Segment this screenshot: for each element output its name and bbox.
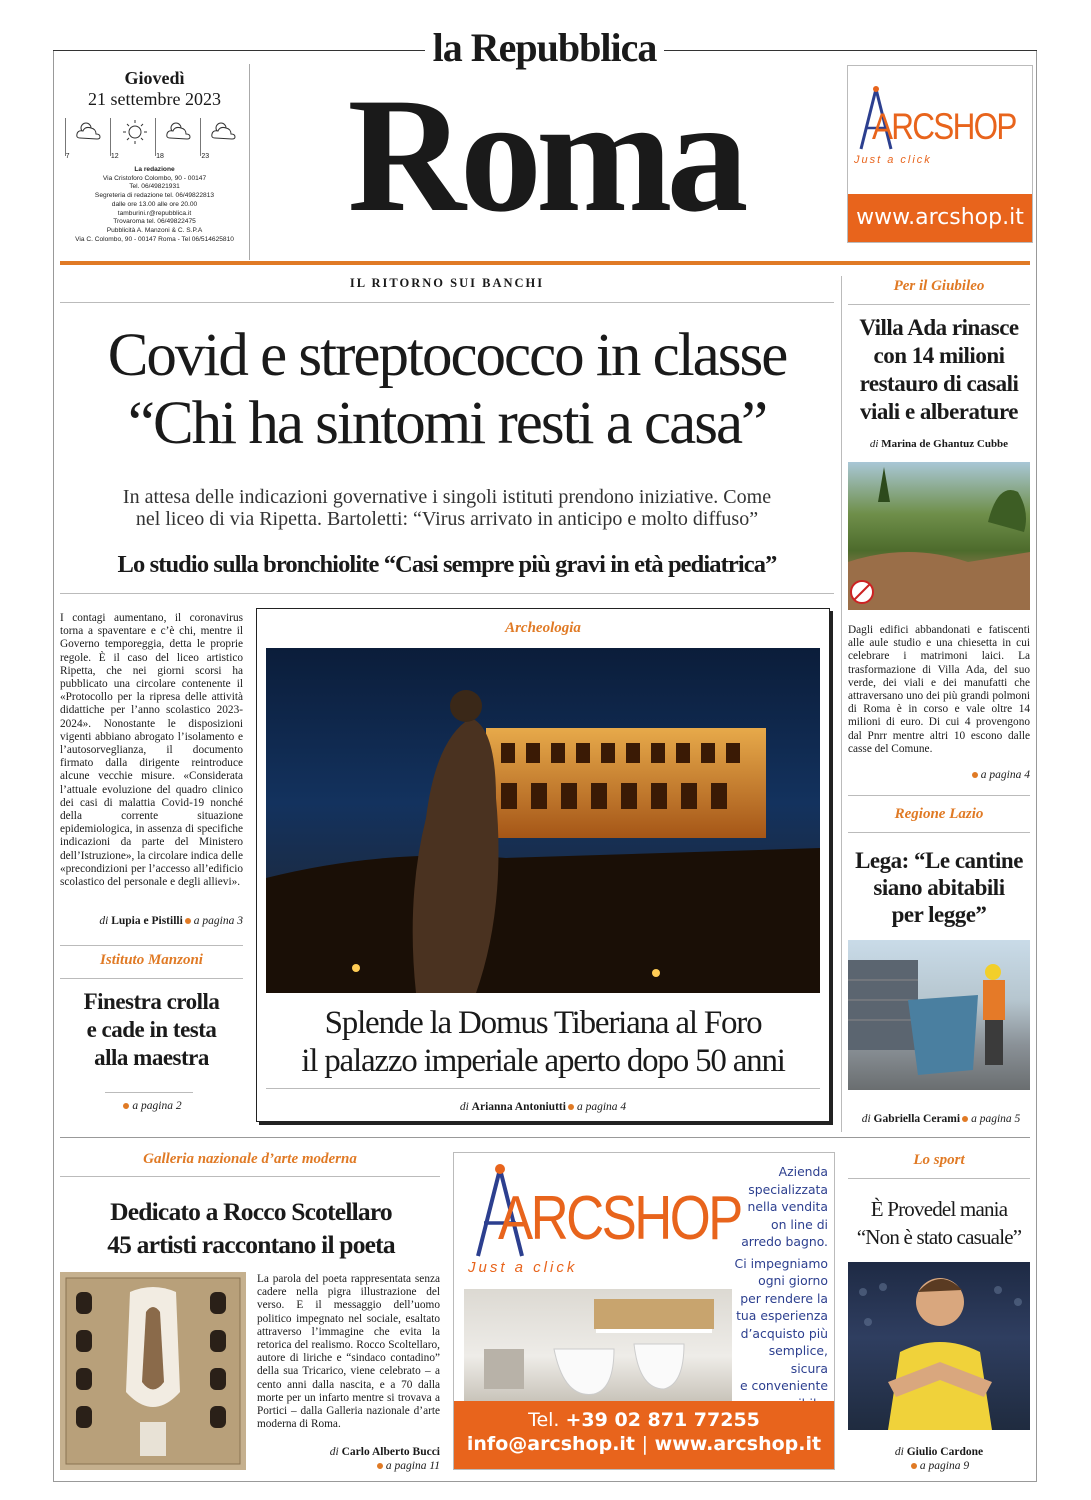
provedel-photo (848, 1262, 1030, 1430)
cloud-sun-icon (162, 118, 198, 146)
lazio-kicker-rule (848, 832, 1030, 833)
sport-headline: È Provedel mania “Non è stato casuale” (856, 1197, 1022, 1249)
masthead-rule-left (53, 50, 425, 51)
lead-byline: di Lupia e Pistilli a pagina 3 (99, 915, 243, 927)
arcshop-logo (454, 1153, 741, 1283)
bullet-dot (962, 1116, 968, 1122)
bullet-dot (185, 918, 191, 924)
ad-phone[interactable]: +39 02 871 77255 (565, 1409, 760, 1431)
brand-logo: la Repubblica (432, 25, 657, 70)
lead-subhead: In attesa delle indicazioni governative i singoli istituti prendono iniziative. Come nel liceo di via Ripetta. Bartoletti: “Virus arrivato in anticipo e molto diffuso” (122, 486, 772, 530)
cloud-sun-storm-icon (72, 118, 108, 146)
weather-temp: 23 (201, 153, 210, 160)
manzoni-kicker: Istituto Manzoni (100, 952, 203, 968)
galleria-kicker-rule (60, 1176, 440, 1177)
ad-description: Azienda specializzata nella vendita on line di arredo bagno. Ci impegniamo ogni giorno per rendere la tua esperienza d’acquisto più semplice, sicura e conveniente (734, 1164, 828, 1393)
lazio-byline: di Gabriella Cerami a pagina 5 (861, 1113, 1021, 1125)
masthead-rule-right (664, 50, 1037, 51)
arcshop-brand: ARCSHOP (872, 106, 1016, 147)
lazio-top-rule (848, 795, 1030, 796)
ad-email[interactable]: info@arcshop.it (466, 1433, 636, 1455)
arcshop-logo (848, 66, 1032, 194)
manzoni-bottom-rule (105, 1092, 193, 1093)
bullet-dot (568, 1104, 574, 1110)
edition-title: Roma (347, 65, 743, 246)
lead-kicker-rule (60, 302, 834, 303)
arcshop-url[interactable]: www.arcshop.it (848, 194, 1032, 242)
weather-temp: 12 (110, 153, 119, 160)
photo-illustration (60, 1272, 246, 1470)
galleria-headline: Dedicato a Rocco Scotellaro 45 artisti raccontano il poeta (107, 1197, 395, 1259)
weather-temp: 18 (156, 153, 164, 160)
giubileo-byline: di Marina de Ghantuz Cubbe (869, 438, 1009, 450)
right-column-rule (841, 276, 842, 1132)
lazio-kicker: Regione Lazio (894, 806, 984, 822)
villa-ada-photo (848, 462, 1030, 610)
bullet-dot (123, 1103, 129, 1109)
archeologia-byline: di Arianna Antoniutti a pagina 4 (459, 1101, 627, 1113)
ad-url[interactable]: www.arcshop.it (654, 1433, 822, 1455)
weather-slot (200, 118, 244, 160)
masthead-accent-rule (60, 261, 1030, 265)
sport-kicker-rule (848, 1178, 1030, 1179)
arcshop-tagline: Just a click (468, 1259, 578, 1276)
date-full: 21 settembre 2023 (88, 89, 221, 109)
bullet-dot (377, 1463, 383, 1469)
galleria-kicker: Galleria nazionale d’arte moderna (143, 1151, 357, 1167)
weather-slot (155, 118, 199, 160)
redazione-info: La redazione Via Cristoforo Colombo, 90 - 00147 Tel. 06/49821931 Segreteria di redazione tel. 06/49822813 dalle ore 13.00 alle ore 20.00 tamburini.r@repubblica.it Trovaroma tel. 06/49822475 Pubblicità A. Manzoni & C. S.P.A Via C. Colombo, 90 - 00147 Roma - Tel 06/514625810 (75, 166, 234, 243)
domus-tiberiana-photo (266, 648, 820, 993)
photo-illustration (848, 1262, 1030, 1430)
lead-secondary-rule (60, 593, 834, 594)
archeologia-rule (266, 1088, 820, 1089)
lead-headline: Covid e streptococco in classe “Chi ha sintomi resti a casa” (107, 322, 787, 457)
lower-section-rule (60, 1137, 1030, 1138)
sport-kicker: Lo sport (913, 1152, 965, 1168)
manzoni-kicker-rule (60, 978, 243, 979)
giubileo-body: Dagli edifici abbandonati e fatiscenti alle aule studio e una chiesetta in cui celebrare i matrimoni laici. La trasformazione di Villa Ada, del suo verde, dei viali e dei manufatti che attraversano uno dei più grandi polmoni di Roma è in corso e vale oltre 14 milioni di euro. Di cui 4 provengono dal Pnrr mentre altri 10 escono dalle casse del Comune. (848, 624, 1030, 755)
galleria-byline: di Carlo Alberto Bucci a pagina 11 (329, 1446, 440, 1472)
galleria-body: La parola del poeta rappresentata senza cadere nella pigra illustrazione del verso. E il messaggio dell’uomo politico impegnato nel sociale, esaltato attraverso l’immagine che evita la retorica del realismo. Rocco Scoltellaro, autore di liriche e “sindaco contadino” della sua Tricarico, viene celebrato – a cento anni dalla nascita, e a 70 dalla morte per un infarto mentre si trovava a Portici – dalla Galleria nazionale d’arte moderna di Roma. (257, 1273, 440, 1431)
date-box (60, 64, 250, 260)
photo-illustration (848, 940, 1030, 1090)
manzoni-page-ref: a pagina 2 (60, 1100, 243, 1112)
arcshop-brand: ARCSHOP (498, 1184, 741, 1253)
photo-illustration (848, 462, 1030, 610)
archeologia-headline: Splende la Domus Tiberiana al Foro il palazzo imperiale aperto dopo 50 anni (301, 1005, 785, 1079)
lead-secondary-headline: Lo studio sulla bronchiolite “Casi sempre più gravi in età pediatrica” (117, 551, 777, 578)
giubileo-kicker-rule (848, 304, 1030, 305)
cloud-rain-icon (207, 118, 243, 146)
ad-contact-bar: Tel. +39 02 871 77255 info@arcshop.it | www.arcshop.it (454, 1401, 834, 1469)
archeologia-kicker: Archeologia (505, 620, 581, 636)
giubileo-headline: Villa Ada rinasce con 14 milioni restauro di casali viali e alberature (859, 315, 1019, 424)
manzoni-top-rule (60, 945, 243, 946)
bullet-dot (972, 772, 978, 778)
bullet-dot (911, 1463, 917, 1469)
lead-kicker: IL RITORNO SUI BANCHI (349, 276, 545, 290)
ad-arcshop-bottom[interactable] (453, 1152, 835, 1470)
lead-body: I contagi aumentano, il coronavirus torna a spaventare e c’è chi, mentre il Governo temporeggia, detta le proprie regole. È il caso del liceo artistico Ripetta, che nei giorni scorsi ha pubblicato una circolare contenente il «Protocollo per la ripresa delle attività didattiche per l’anno scolastico 2023-2024». Nonostante le disposizioni vigenti abbiano abrogato l’isolamento e l’autosorveglianza, il documento firmato dalla dirigente reintroduce alcune vecchie misure. «Considerata l’attuale evoluzione del quadro clinico dei casi di malattia Covid-19 nonché della corrente situazione epidemiologica, in assenza di specifiche indicazioni da parte del Ministero dell’Istruzione», la circolare indica delle «precondizioni per l’accesso all’edificio scolastico del personale e degli allievi». (60, 612, 243, 889)
cantine-worker-photo (848, 940, 1030, 1090)
photo-illustration (266, 648, 820, 993)
weather-slot (65, 118, 109, 160)
weather-slot (110, 118, 154, 160)
weather-temp: 7 (65, 153, 70, 160)
bathroom-photo (464, 1289, 732, 1401)
arcshop-tagline: Just a click (854, 154, 932, 166)
lazio-headline: Lega: “Le cantine siano abitabili per legge” (855, 848, 1023, 927)
weather-strip (64, 118, 245, 160)
manzoni-headline: Finestra crolla e cade in testa alla maestra (83, 989, 220, 1070)
photo-illustration (464, 1289, 732, 1401)
date-day: Giovedì (124, 68, 185, 88)
giubileo-kicker: Per il Giubileo (893, 278, 985, 294)
ad-arcshop-top[interactable] (847, 65, 1033, 243)
sport-byline: di Giulio Cardone a pagina 9 (894, 1446, 984, 1472)
sun-icon (117, 118, 153, 146)
giubileo-page-ref: a pagina 4 (848, 769, 1030, 781)
scotellaro-artwork-photo (60, 1272, 246, 1470)
